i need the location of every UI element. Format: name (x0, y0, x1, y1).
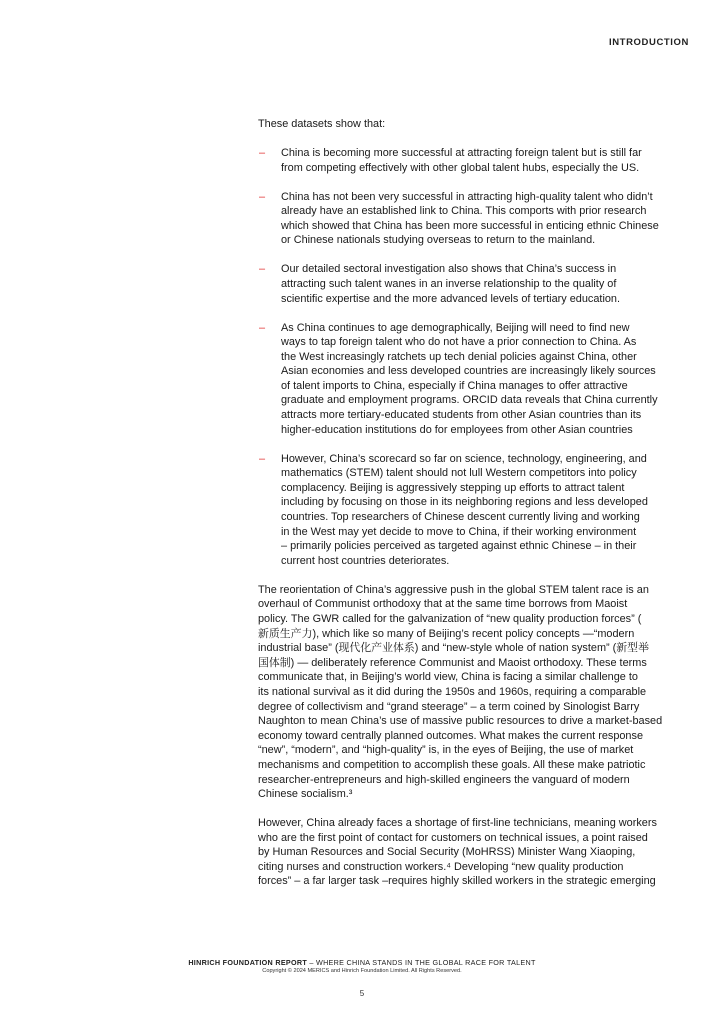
body-paragraph (258, 816, 720, 889)
text-line: higher-education institutions do for employees from other Asian countries (281, 423, 633, 436)
footer-report-title (0, 958, 724, 967)
footer-copyright: Copyright © 2024 MERICS and Hinrich Foundation Limited. All Rights Reserved. (262, 968, 462, 974)
text-line: China is becoming more successful at attracting foreign talent but is still far (281, 146, 642, 159)
text-line: which showed that China has been more successful in enticing ethnic Chinese (281, 219, 659, 232)
text-line: “new”, “modern”, and “high-quality” is, in the eyes of Beijing, the use of market (258, 744, 634, 757)
bullet-dash-icon: – (259, 263, 266, 276)
text-line: overhaul of Communist orthodoxy that at the same time borrows from Maoist (258, 598, 628, 611)
text-line: current host countries deteriorates. (281, 554, 450, 567)
page-body (258, 117, 720, 903)
text-line: China has not been very successful in attracting high-quality talent who didn’t (281, 190, 653, 203)
text-line: However, China’s scorecard so far on science, technology, engineering, and (281, 452, 647, 465)
text-line: already have an established link to China. This comports with prior research (281, 205, 647, 218)
text-line: Our detailed sectoral investigation also shows that China’s success in (281, 263, 617, 276)
text-line: ways to tap foreign talent who do not have a prior connection to China. As (281, 336, 637, 349)
footer-report-subtitle: – WHERE CHINA STANDS IN THE GLOBAL RACE FOR TALENT (307, 958, 536, 967)
page-number: 5 (359, 989, 365, 998)
text-line: However, China already faces a shortage of first-line technicians, meaning workers (258, 817, 657, 830)
text-line: attracts more tertiary-educated students from other Asian countries than its (281, 409, 642, 422)
text-line: including by focusing on those in its neighboring regions and less developed (281, 496, 648, 509)
intro-paragraph (258, 117, 720, 132)
text-line: scientific expertise and the more advanced levels of tertiary education. (281, 292, 621, 305)
bullet-item (258, 262, 720, 306)
text-line: citing nurses and construction workers.⁴ Developing “new quality production (258, 860, 624, 873)
footer (0, 958, 724, 974)
text-line: from competing effectively with other global talent hubs, especially the US. (281, 161, 640, 174)
bullet-item (258, 321, 720, 438)
text-line: complacency. Beijing is aggressively stepping up efforts to attract talent (281, 481, 625, 494)
text-line: graduate and employment programs. ORCID data reveals that China currently (281, 394, 658, 407)
text-line: policy. The GWR called for the galvanization of “new quality production forces” ( (258, 612, 642, 625)
text-line: in the West may yet decide to move to China, if their working environment (281, 525, 637, 538)
text-line: the West increasingly ratchets up tech denial policies against China, other (281, 350, 637, 363)
text-line: mechanisms and competition to accomplish these goals. All these make patriotic (258, 758, 646, 771)
text-line: As China continues to age demographically, Beijing will need to find new (281, 321, 630, 334)
section-header: INTRODUCTION (608, 37, 689, 48)
text-line: who are the first point of contact for customers on technical issues, a point raised (258, 831, 648, 844)
text-line: forces” – a far larger task –requires highly skilled workers in the strategic emerging (258, 875, 656, 888)
text-line: mathematics (STEM) talent should not lull Western competitors into policy (281, 467, 637, 480)
text-line: countries. Top researchers of Chinese descent currently living and working (281, 511, 640, 524)
text-line: 国体制) — deliberately reference Communist and Maoist orthodoxy. These terms (258, 656, 647, 669)
bullet-dash-icon: – (259, 190, 266, 203)
text-line: economy toward centrally planned outcomes. What makes the current response (258, 729, 643, 742)
text-line: attracting such talent wanes in an inverse relationship to the quality of (281, 277, 617, 290)
text-line: Naughton to mean China’s use of massive public resources to drive a market-based (258, 715, 663, 728)
body-paragraphs (258, 583, 720, 889)
text-line: These datasets show that: (258, 118, 386, 130)
bullet-dash-icon: – (259, 146, 266, 159)
body-paragraph (258, 583, 720, 802)
text-line: – primarily policies perceived as targeted against ethnic Chinese – in their (281, 540, 637, 553)
footer-report-bold: HINRICH FOUNDATION REPORT (188, 958, 308, 967)
text-line: or Chinese nationals studying overseas to return to the mainland. (281, 234, 596, 247)
text-line: degree of collectivism and “grand steerage” – a term coined by Sinologist Barry (258, 700, 640, 713)
bullet-item (258, 452, 720, 569)
text-line: of talent imports to China, especially if China manages to offer attractive (281, 379, 628, 392)
text-line: Asian economies and less developed countries are increasingly likely sources (281, 365, 656, 378)
bullet-list (258, 146, 720, 568)
text-line: Chinese socialism.³ (258, 788, 353, 801)
text-line: The reorientation of China’s aggressive push in the global STEM talent race is an (258, 583, 649, 596)
text-line: by Human Resources and Social Security (MoHRSS) Minister Wang Xiaoping, (258, 846, 636, 859)
bullet-dash-icon: – (259, 321, 266, 334)
bullet-item (258, 146, 720, 175)
text-line: researcher-entrepreneurs and high-skilled engineers the vanguard of modern (258, 773, 630, 786)
text-line: 新质生产力), which like so many of Beijing’s recent policy concepts —“modern (258, 627, 635, 640)
bullet-item (258, 190, 720, 248)
bullet-dash-icon: – (259, 452, 266, 465)
text-line: communicate that, in Beijing’s world view, China is facing a similar challenge to (258, 671, 638, 684)
text-line: its national survival as it did during the 1950s and 1960s, requiring a comparable (258, 685, 647, 698)
text-line: industrial base” (现代化产业体系) and “new-style whole of nation system” (新型举 (258, 642, 649, 655)
